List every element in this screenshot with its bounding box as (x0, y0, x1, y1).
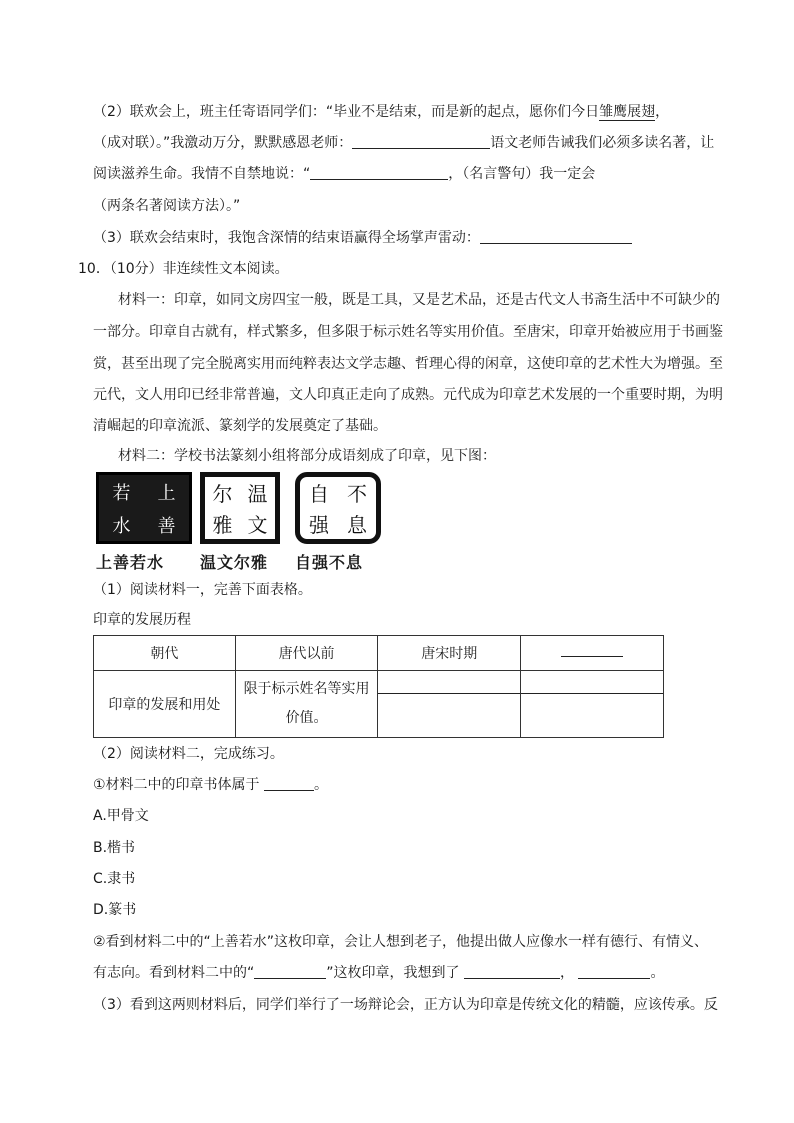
q9-line-4 (93, 196, 723, 216)
answer-blank[interactable] (521, 671, 663, 694)
q9-line-2 (93, 133, 723, 153)
question-text: ， (559, 965, 574, 981)
seal-char: 善 (157, 515, 176, 537)
sub-question-text: （2）阅读材料二，完成练习。 (93, 746, 284, 762)
answer-blank[interactable] (578, 963, 650, 979)
table-header-cell: 唐代以前 (235, 636, 378, 671)
material-1-line (93, 416, 723, 436)
q10-header-text: 10．（10分）非连续性文本阅读。 (78, 261, 289, 277)
answer-blank[interactable] (561, 656, 623, 657)
seal-ziqiang-buxi (295, 472, 381, 544)
table-cell (521, 671, 664, 738)
q9-text: （两条名著阅读方法）。” (93, 198, 241, 214)
seal-char: 文 (247, 513, 268, 537)
answer-blank[interactable] (352, 133, 490, 149)
question-text: ①材料二中的印章书体属于 (93, 777, 260, 793)
q9-text: （3）联欢会结束时，我饱含深情的结束语赢得全场掌声雷动： (93, 230, 480, 246)
table-cell-text: 限于标示姓名等实用 (243, 681, 370, 697)
seal-char: 上 (157, 482, 176, 504)
table-cell (378, 671, 521, 738)
question-1 (93, 775, 723, 795)
material-2-line (118, 446, 718, 466)
q9-text: （成对联）。”我激动万分，默默感恩老师： (93, 135, 353, 151)
question-text: 有志向。看到材料二中的“ (93, 965, 255, 981)
table-row (94, 671, 664, 738)
material-1-text: 材料一：印章，如同文房四宝一般，既是工具，又是艺术品，还是古代文人书斋生活中不可缺少的 (118, 292, 720, 308)
seal-char: 雅 (212, 513, 233, 537)
table-cell (235, 671, 378, 738)
q9-text: （2）联欢会上，班主任寄语同学们：“毕业不是结束，而是新的起点，愿你们今日 (93, 104, 600, 120)
q9-text: ，（名言警句）我一定会 (448, 166, 596, 182)
seal-caption: 温文尔雅 (200, 553, 269, 572)
material-2-text: 材料二：学校书法篆刻小组将部分成语刻成了印章，见下图： (118, 448, 496, 464)
q9-line-5 (93, 228, 723, 248)
answer-blank[interactable] (464, 963, 560, 979)
question-text: 。 (650, 965, 665, 981)
table-header-cell: 唐宋时期 (378, 636, 521, 671)
option-text: D.篆书 (93, 902, 137, 918)
q10-header (78, 259, 708, 279)
answer-blank[interactable] (480, 228, 632, 244)
seal-char: 尔 (212, 482, 233, 506)
sub-question-text: （1）阅读材料一，完善下面表格。 (93, 582, 312, 598)
answer-blank[interactable] (378, 671, 520, 694)
option-b[interactable] (93, 838, 723, 858)
question-2-line-1 (93, 932, 723, 952)
sub-question-1 (93, 580, 723, 600)
q9-text: 语文老师告诫我们必须多读名著，让 (490, 135, 715, 151)
seal-char: 强 (309, 513, 329, 537)
seal-caption: 自强不息 (295, 553, 364, 572)
material-1-line (118, 290, 718, 310)
q9-text: ， (655, 104, 670, 120)
sub-question-text: （3）看到这两则材料后，同学们举行了一场辩论会，正方认为印章是传统文化的精髓，应该传承。反 (93, 997, 718, 1013)
table-title (93, 610, 723, 630)
material-1-line (93, 354, 723, 374)
seal-char: 水 (112, 515, 131, 537)
material-1-text: 清崛起的印章流派、篆刻学的发展奠定了基础。 (93, 418, 387, 434)
q9-line-1 (93, 102, 723, 122)
q9-text: 阅读滋养生命。我情不自禁地说：“ (93, 166, 311, 182)
material-1-text: 一部分。印章自古就有，样式繁多，但多限于标示姓名等实用价值。至唐宋，印章开始被应用于书画鉴 (93, 324, 723, 340)
table-header-cell (521, 636, 664, 671)
table-header-cell: 朝代 (94, 636, 236, 671)
option-a[interactable] (93, 806, 723, 826)
seal-wenwen-erya (200, 472, 280, 544)
seal-char: 若 (112, 482, 131, 504)
material-1-text: 赏，甚至出现了完全脱离实用而纯粹表达文学志趣、哲理心得的闲章，这使印章的艺术性大为增强。至 (93, 356, 723, 372)
development-table (93, 635, 664, 738)
option-text: C.隶书 (93, 871, 136, 887)
seal-char: 息 (347, 513, 367, 537)
underlined-phrase: 雏鹰展翅 (599, 104, 656, 120)
material-1-line (93, 385, 723, 405)
answer-blank[interactable] (264, 775, 314, 791)
seal-images (96, 472, 381, 572)
option-text: B.楷书 (93, 840, 136, 856)
option-text: A.甲骨文 (93, 808, 149, 824)
material-1-text: 元代，文人用印已经非常普遍，文人印真正走向了成熟。元代成为印章艺术发展的一个重要时期，为明 (93, 387, 723, 403)
table-title-text: 印章的发展历程 (93, 612, 191, 628)
answer-blank[interactable] (310, 164, 448, 180)
q9-line-3 (93, 164, 723, 184)
seal-char: 不 (347, 482, 367, 506)
seal-caption: 上善若水 (96, 553, 165, 572)
question-text: ”这枚印章，我想到了 (326, 965, 460, 981)
answer-blank[interactable] (254, 963, 326, 979)
seal-char: 温 (247, 482, 268, 506)
sub-question-3 (93, 995, 723, 1015)
seal-shangshan-ruoshui (96, 472, 192, 544)
material-1-line (93, 322, 723, 342)
table-row (94, 636, 664, 671)
table-cell-text: 价值。 (285, 710, 328, 726)
seal-char: 自 (309, 482, 329, 506)
option-d[interactable] (93, 900, 723, 920)
table-cell: 印章的发展和用处 (94, 671, 236, 738)
question-2-line-2 (93, 963, 723, 983)
sub-question-2 (93, 744, 723, 764)
question-text: ②看到材料二中的“上善若水”这枚印章，会让人想到老子，他提出做人应像水一样有德行、有情义、 (93, 934, 709, 950)
question-text: 。 (314, 777, 329, 793)
option-c[interactable] (93, 869, 723, 889)
